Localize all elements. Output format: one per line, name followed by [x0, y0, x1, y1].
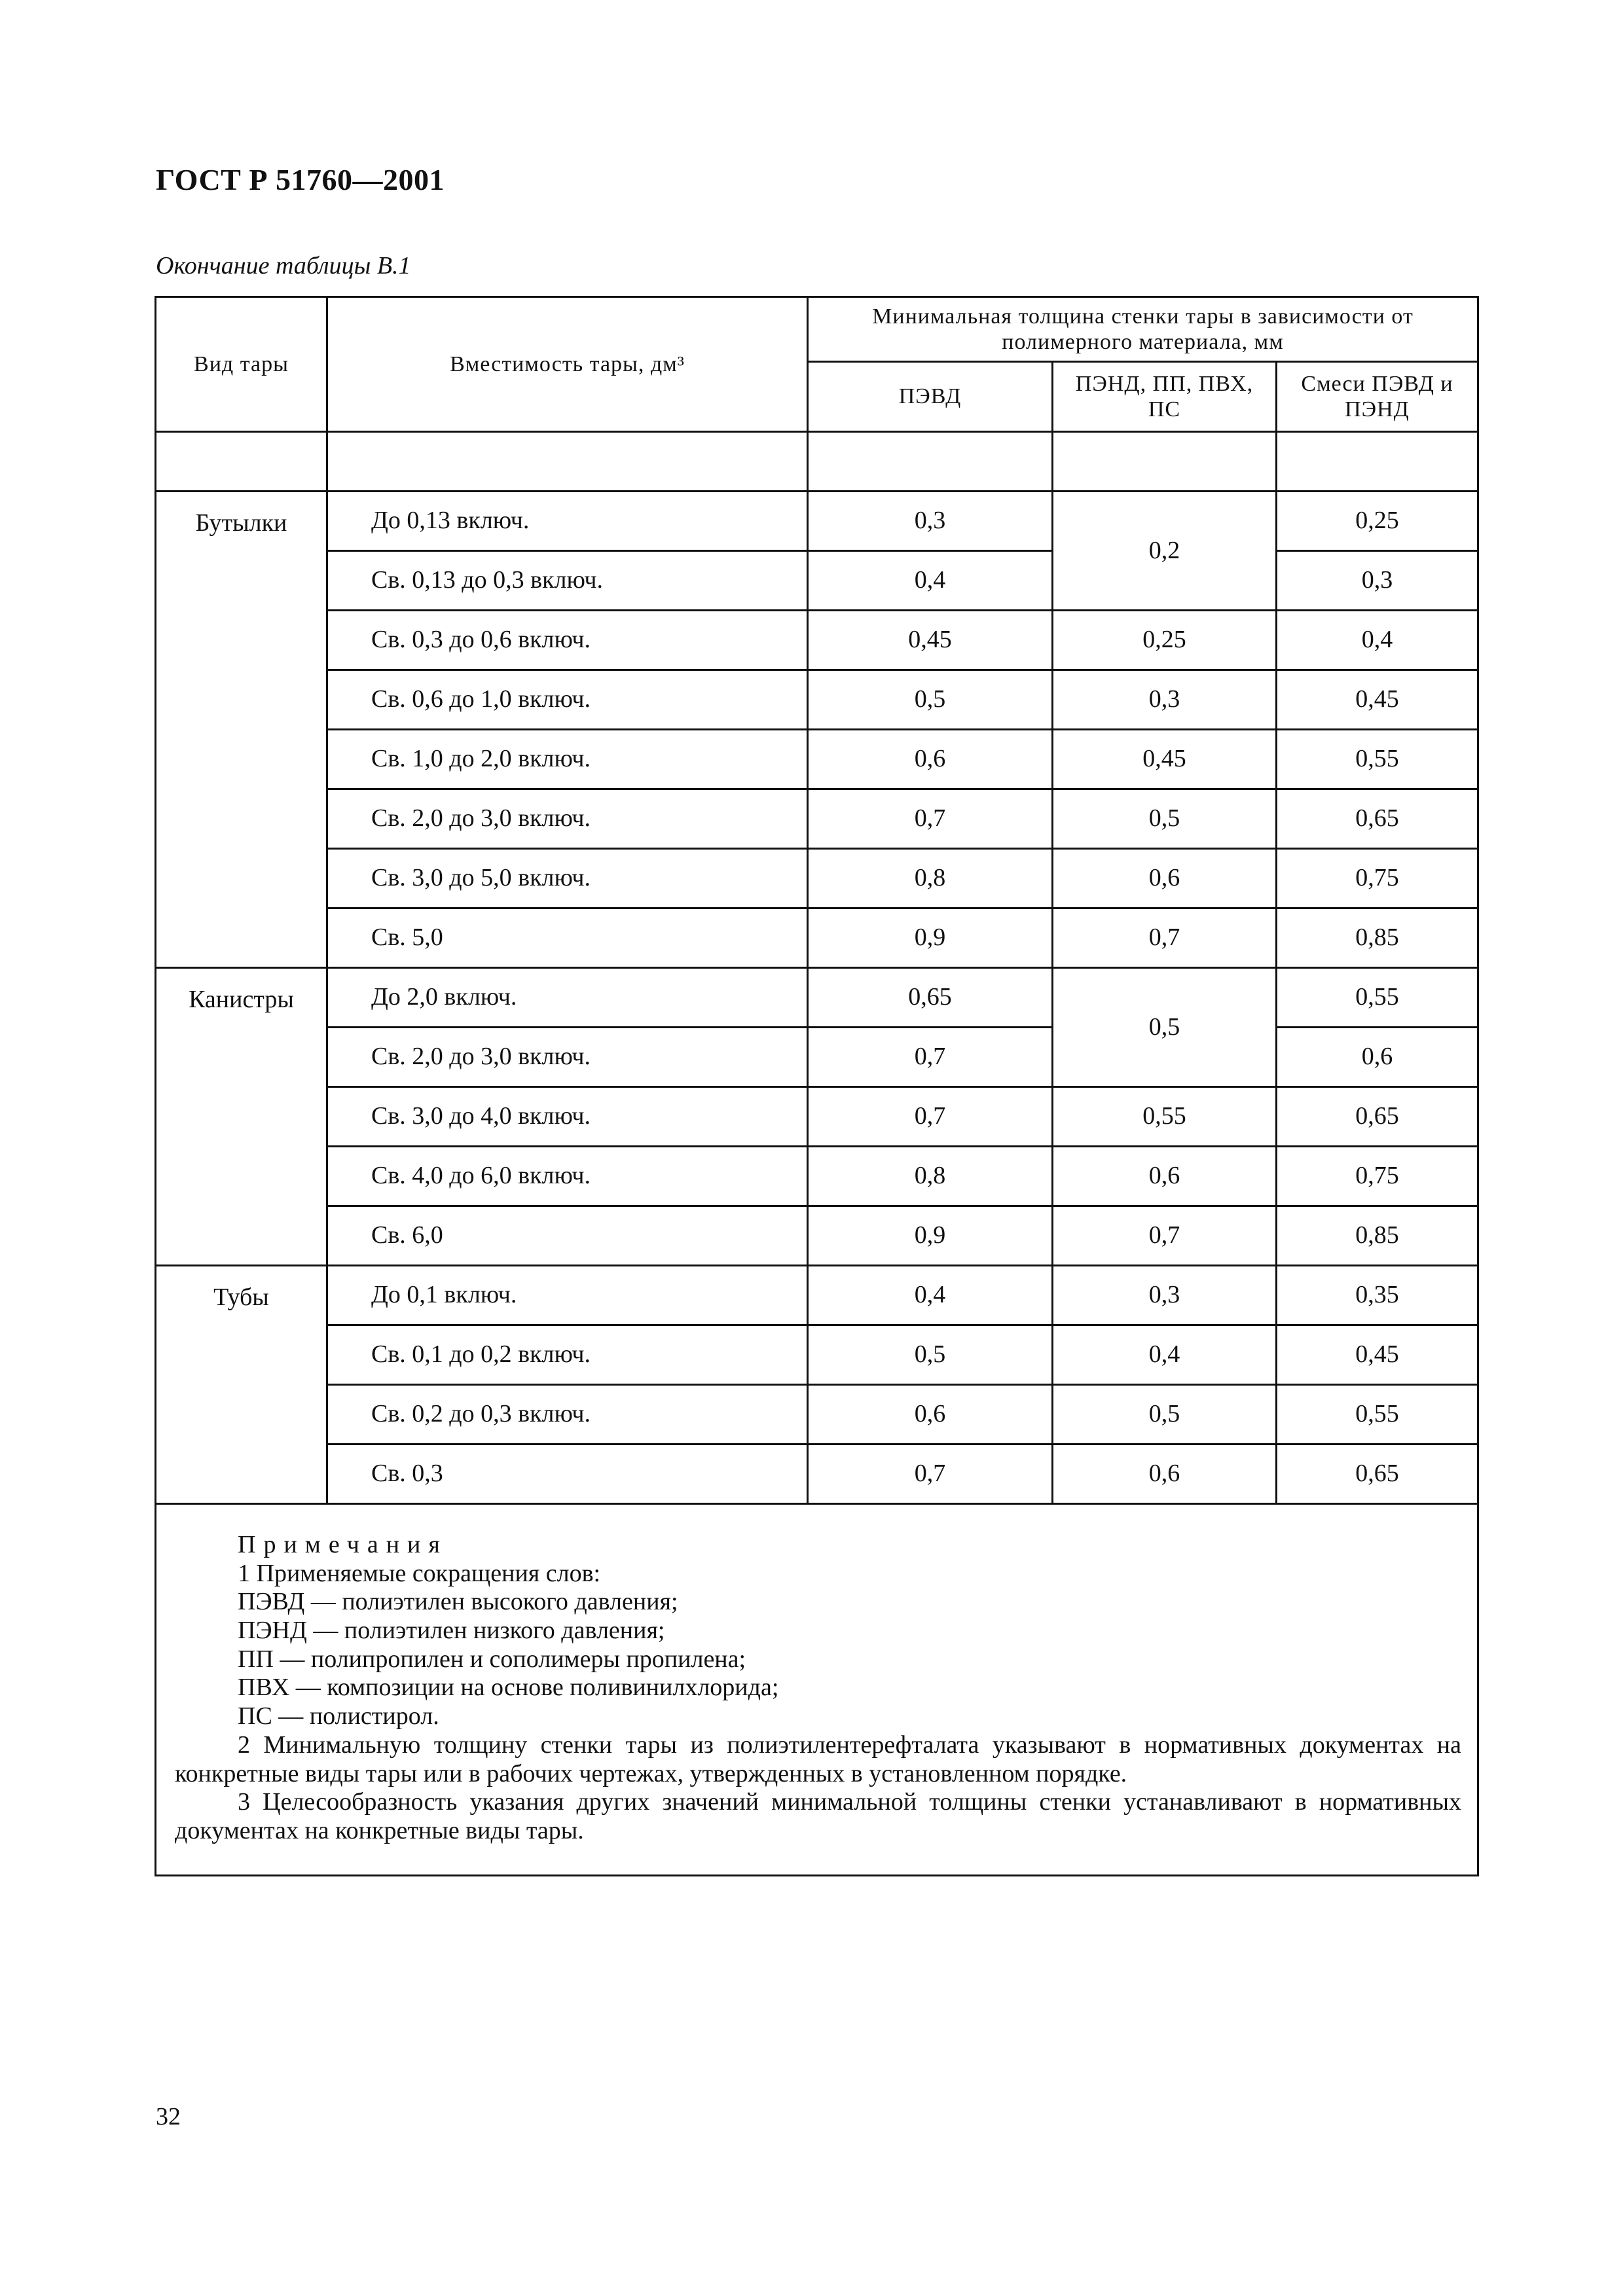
table-row: [156, 730, 1478, 789]
header-pend: ПЭНД, ПП, ПВХ, ПС: [1053, 362, 1277, 432]
pevd-cell: 0,8: [808, 849, 1053, 908]
table-row: [156, 492, 1478, 551]
table-row: [156, 1147, 1478, 1206]
table-row: [156, 789, 1478, 849]
pevd-cell: 0,65: [808, 968, 1053, 1028]
page-number: 32: [156, 2103, 181, 2130]
mix-cell: 0,6: [1277, 1028, 1478, 1087]
note-line: 1 Применяемые сокращения слов:: [238, 1559, 601, 1587]
mix-cell: 0,35: [1277, 1266, 1478, 1325]
thickness-table: [155, 296, 1479, 1876]
pend-cell: 0,2: [1053, 492, 1277, 611]
mix-cell: 0,65: [1277, 1444, 1478, 1504]
table-row: [156, 968, 1478, 1028]
pevd-cell: 0,4: [808, 551, 1053, 611]
pend-cell: 0,3: [1053, 1266, 1277, 1325]
notes-row: [156, 1504, 1478, 1876]
capacity-cell: До 0,13 включ.: [327, 492, 808, 551]
table-row: [156, 1385, 1478, 1444]
mix-cell: 0,55: [1277, 1385, 1478, 1444]
note-line: ПВХ — композиции на основе поливинилхлорида;: [238, 1674, 779, 1702]
table-header: [156, 297, 1478, 432]
header-type: Вид тары: [156, 297, 327, 432]
capacity-cell: Св. 0,13 до 0,3 включ.: [327, 551, 808, 611]
pevd-cell: 0,6: [808, 1385, 1053, 1444]
table-row: [156, 611, 1478, 670]
header-pevd: ПЭВД: [808, 362, 1053, 432]
capacity-cell: Св. 1,0 до 2,0 включ.: [327, 730, 808, 789]
mix-cell: 0,45: [1277, 1325, 1478, 1385]
pend-cell: 0,5: [1053, 789, 1277, 849]
pend-cell: 0,55: [1053, 1087, 1277, 1147]
capacity-cell: Св. 3,0 до 4,0 включ.: [327, 1087, 808, 1147]
note-line: ПС — полистирол.: [238, 1702, 439, 1731]
group-tubes-label: Тубы: [156, 1266, 327, 1504]
pevd-cell: 0,5: [808, 1325, 1053, 1385]
pevd-cell: 0,4: [808, 1266, 1053, 1325]
pevd-cell: 0,8: [808, 1147, 1053, 1206]
pend-cell: 0,3: [1053, 670, 1277, 730]
table-row: [156, 1444, 1478, 1504]
pevd-cell: 0,3: [808, 492, 1053, 551]
pend-cell: 0,6: [1053, 1147, 1277, 1206]
pevd-cell: 0,7: [808, 1087, 1053, 1147]
mix-cell: 0,65: [1277, 789, 1478, 849]
table-row: [156, 908, 1478, 968]
table-row: [156, 1325, 1478, 1385]
note-line: ПЭВД — полиэтилен высокого давления;: [238, 1588, 678, 1616]
mix-cell: 0,55: [1277, 730, 1478, 789]
group-bottles-label: Бутылки: [156, 492, 327, 968]
table-body: [156, 432, 1478, 1876]
table-row: [156, 551, 1478, 611]
pevd-cell: 0,9: [808, 1206, 1053, 1266]
pend-cell: 0,7: [1053, 908, 1277, 968]
mix-cell: 0,3: [1277, 551, 1478, 611]
pend-cell: 0,6: [1053, 849, 1277, 908]
pevd-cell: 0,9: [808, 908, 1053, 968]
capacity-cell: Св. 0,1 до 0,2 включ.: [327, 1325, 808, 1385]
pend-cell: 0,6: [1053, 1444, 1277, 1504]
capacity-cell: Св. 0,2 до 0,3 включ.: [327, 1385, 808, 1444]
document-title: ГОСТ Р 51760—2001: [156, 163, 445, 196]
notes-cell: [156, 1504, 1478, 1876]
pevd-cell: 0,7: [808, 1028, 1053, 1087]
table-row: [156, 1266, 1478, 1325]
table-row: [156, 1206, 1478, 1266]
notes-heading: Примечания: [238, 1531, 448, 1558]
note-line: ПЭНД — полиэтилен низкого давления;: [238, 1617, 665, 1645]
capacity-cell: Св. 3,0 до 5,0 включ.: [327, 849, 808, 908]
capacity-cell: Св. 0,3 до 0,6 включ.: [327, 611, 808, 670]
mix-cell: 0,55: [1277, 968, 1478, 1028]
header-separator: [156, 432, 1478, 492]
capacity-cell: Св. 6,0: [327, 1206, 808, 1266]
capacity-cell: Св. 0,6 до 1,0 включ.: [327, 670, 808, 730]
capacity-cell: До 2,0 включ.: [327, 968, 808, 1028]
capacity-cell: Св. 2,0 до 3,0 включ.: [327, 1028, 808, 1087]
header-capacity: Вместимость тары, дм³: [327, 297, 808, 432]
pend-cell: 0,5: [1053, 1385, 1277, 1444]
capacity-cell: Св. 4,0 до 6,0 включ.: [327, 1147, 808, 1206]
pend-cell: 0,7: [1053, 1206, 1277, 1266]
mix-cell: 0,75: [1277, 849, 1478, 908]
header-mix: Смеси ПЭВД и ПЭНД: [1277, 362, 1478, 432]
pevd-cell: 0,7: [808, 1444, 1053, 1504]
pevd-cell: 0,7: [808, 789, 1053, 849]
mix-cell: 0,25: [1277, 492, 1478, 551]
capacity-cell: Св. 0,3: [327, 1444, 808, 1504]
table-row: [156, 670, 1478, 730]
capacity-cell: До 0,1 включ.: [327, 1266, 808, 1325]
pevd-cell: 0,5: [808, 670, 1053, 730]
capacity-cell: Св. 2,0 до 3,0 включ.: [327, 789, 808, 849]
mix-cell: 0,85: [1277, 1206, 1478, 1266]
mix-cell: 0,45: [1277, 670, 1478, 730]
pevd-cell: 0,45: [808, 611, 1053, 670]
table-row: [156, 849, 1478, 908]
capacity-cell: Св. 5,0: [327, 908, 808, 968]
mix-cell: 0,65: [1277, 1087, 1478, 1147]
table-row: [156, 1087, 1478, 1147]
note-2: 2 Минимальную толщину стенки тары из полиэтилентерефталата указывают в нормативных документах на конкретные виды тары или в рабочих чертежах, утвержденных в установленном порядке.: [175, 1731, 1462, 1787]
group-canisters-label: Канистры: [156, 968, 327, 1266]
mix-cell: 0,4: [1277, 611, 1478, 670]
pend-cell: 0,5: [1053, 968, 1277, 1087]
mix-cell: 0,75: [1277, 1147, 1478, 1206]
header-min-thickness: Минимальная толщина стенки тары в зависимости от полимерного материала, мм: [808, 297, 1478, 362]
pend-cell: 0,45: [1053, 730, 1277, 789]
pend-cell: 0,25: [1053, 611, 1277, 670]
table-row: [156, 1028, 1478, 1087]
mix-cell: 0,85: [1277, 908, 1478, 968]
note-line: ПП — полипропилен и сополимеры пропилена;: [238, 1645, 746, 1673]
table-caption: Окончание таблицы В.1: [156, 252, 411, 279]
pevd-cell: 0,6: [808, 730, 1053, 789]
note-3: 3 Целесообразность указания других значений минимальной толщины стенки устанавливают в нормативных документах на конкретные виды тары.: [175, 1788, 1462, 1844]
pend-cell: 0,4: [1053, 1325, 1277, 1385]
